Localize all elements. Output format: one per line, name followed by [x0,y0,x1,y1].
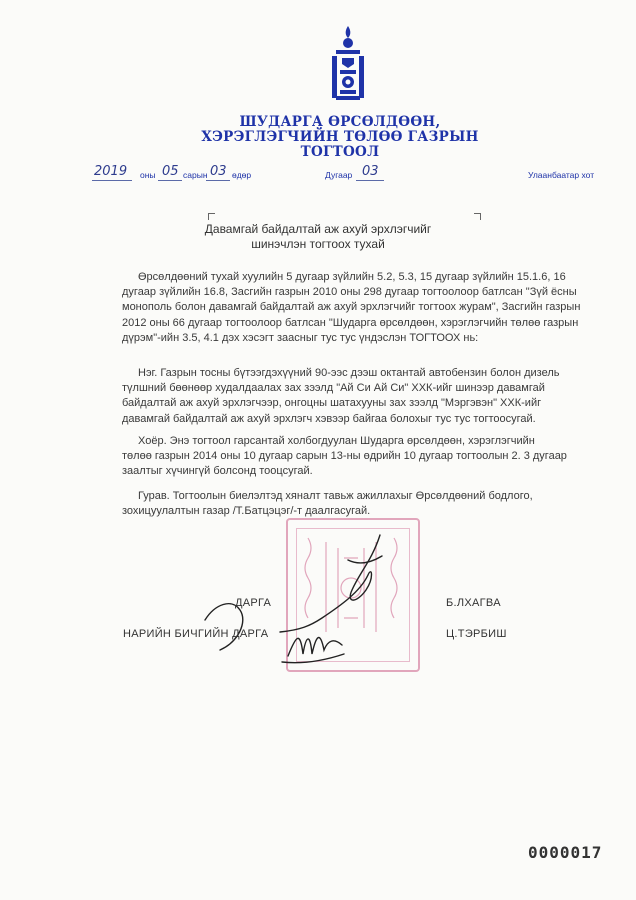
p4-line: зохицуулалтын газар /Т.Батцэцэг/-т даалгасугай. [122,505,371,518]
date-day: 03 [210,164,227,179]
state-emblem-icon [322,24,374,104]
header-line-2: ХЭРЭГЛЭГЧИЙН ТӨЛӨӨ ГАЗРЫН [201,129,479,145]
p3-line: Хоёр. Энэ тогтоол гарсантай холбогдуулан Шударга өрсөлдөөн, хэрэглэгчийн [138,435,535,447]
p1-line: Өрсөлдөөний тухай хуулийн 5 дугаар зүйлийн 5.2, 5.3, 15 дугаар зүйлийн 15.1.6, 16 [138,271,566,283]
date-month-suffix: сарын [183,170,208,180]
paragraph-3 [122,434,577,480]
date-month: 05 [162,164,179,179]
date-year: 2019 [94,164,128,179]
place: Улаанбаатар хот [528,170,595,180]
p3-line: заалтыг хүчингүй болсонд тооцсугай. [122,465,313,478]
signatory-name-2: Ц.ТЭРБИШ [446,628,507,640]
paragraph-4 [122,489,577,519]
subject-bracket-right [474,213,481,220]
serial-number: 0000017 [528,843,603,862]
p4-line: Гурав. Тогтоолын биелэлтэд хяналт тавьж ажиллахыг Өрсөлдөөний бодлого, [138,490,533,502]
p3-line: төлөө газрын 2014 оны 10 дугаар сарын 13-ны өдрийн 10 дугаар тогтоолын 2. 3 дугаар [122,450,567,463]
p1-line: 2012 оны 66 дугаар тогтоолоор батлсан "Шударга өрсөлдөөн, хэрэглэгчийн төлөө газрын [122,316,579,329]
header-line-1: ШУДАРГА ӨРСӨЛДӨӨН, [239,114,441,130]
p2-line: Нэг. Газрын тосны бүтээгдэхүүний 90-ээс дээш октантай автобензин болон дизель [138,367,560,379]
p1-line: дүрэм"-ийн 3.5, 4.1 дэх хэсэгт заасныг тус тус үндэслэн ТОГТООХ нь: [122,331,479,344]
signatory-name-1: Б.ЛХАГВА [446,597,501,609]
header-line-3: ТОГТООЛ [300,144,380,160]
subject-line-1: Давамгай байдалтай аж ахуй эрхлэгчийг [204,222,432,236]
date-day-suffix: өдөр [232,170,252,180]
p1-line: монополь болон давамгай байдалтай аж ахуй эрхлэгчийг тогтоох журам", Засгийн газрын [122,301,581,314]
subject-bracket-left [208,213,215,220]
p2-line: давамгай байдалтай аж ахуй эрхлэгч хэвээр байгаа болохыг тус тус тогтоосугай. [122,412,536,425]
official-seal [286,518,420,672]
p2-line: түлшний бөөнөөр худалдаалах зах зээлд "Ай Си Ай Си" ХХК-ийг шинээр давамгай [122,382,545,395]
reference-line [92,164,612,189]
paragraph-1 [122,270,581,346]
p1-line: дугаар зүйлийн 16.8, Засгийн газрын 2010 оны 298 дугаар тогтоолоор батлсан "Зүй ёсны [122,286,577,299]
p2-line: байдалтай аж ахуй эрхлэгчээр, онгоцны шатахууны зах зээлд "Мэргэвэн" ХХК-ийг [122,397,542,410]
signatory-title-2: НАРИЙН БИЧГИЙН ДАРГА [123,628,269,640]
document-number: 03 [362,164,379,179]
subject-line-2: шинэчлэн тогтоох тухай [251,237,385,251]
paragraph-2 [122,366,577,427]
number-label: Дугаар [325,170,353,180]
date-year-suffix: оны [140,170,156,180]
signatory-title-1: ДАРГА [235,597,272,609]
